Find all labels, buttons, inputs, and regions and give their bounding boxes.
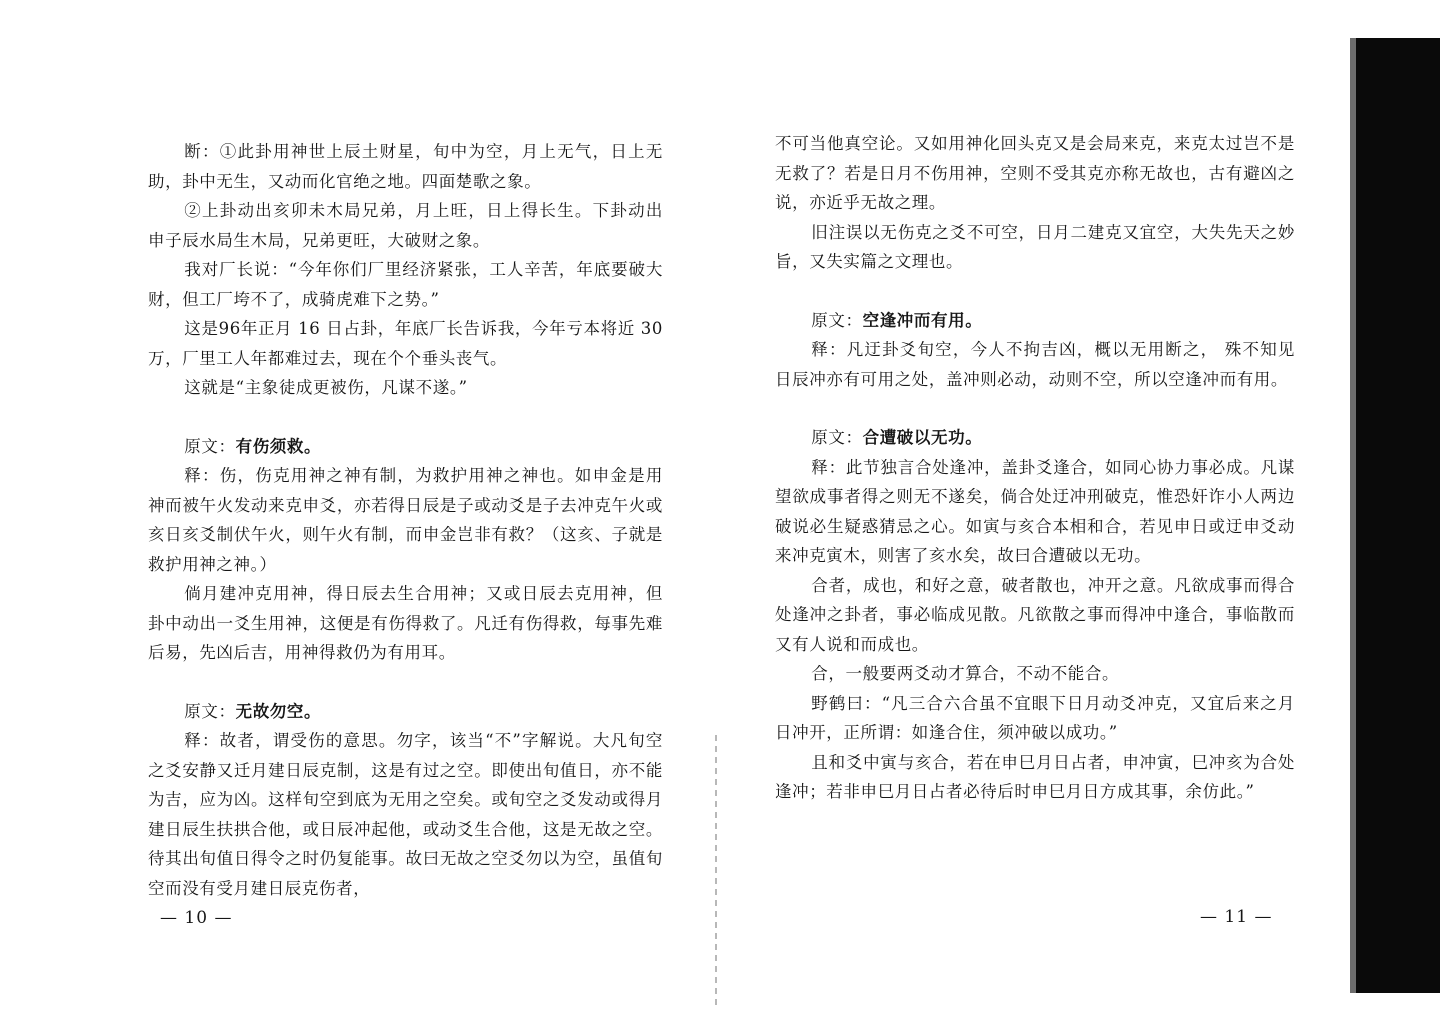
- paragraph: 我对厂长说：“今年你们厂里经济紧张，工人辛苦，年底要破大财，但工厂垮不了，成骑虎难下之势。”: [148, 260, 663, 309]
- paragraph: 不可当他真空论。又如用神化回头克又是会局来克，来克太过岂不是无救了？若是日月不伤用神，空则不受其克亦称无故也，古有避凶之说，亦近乎无故之理。: [775, 134, 1295, 212]
- paragraph: 倘月建冲克用神，得日辰去生合用神；又或日辰去克用神，但卦中动出一爻生用神，这便是有伤得救了。凡迁有伤得救，每事先难后易，先凶后吉，用神得救仍为有用耳。: [148, 584, 663, 662]
- left-page-text: [148, 137, 663, 903]
- page-number: — 11 —: [1200, 907, 1273, 927]
- paragraph: 这就是“主象徒成更被伤，凡谋不遂。”: [184, 378, 468, 397]
- section-title: 有伤须救。: [235, 436, 322, 456]
- left-page: [0, 0, 715, 1031]
- section-label: 原文：: [811, 428, 863, 447]
- section-title: 无故勿空。: [235, 701, 322, 721]
- paragraph: 合，一般要两爻动才算合，不动不能合。: [811, 664, 1120, 683]
- right-page-text: [775, 129, 1295, 807]
- paragraph: 释：故者，谓受伤的意思。勿字，该当“不”字解说。大凡旬空之爻安静又迁月建日辰克制，这是有过之空。即使出旬值日，亦不能为吉，应为凶。这样旬空到底为无用之空矣。或旬空之爻发动或得月建日辰生扶拱合他，或日辰冲起他，或动爻生合他，这是无故之空。待其出旬值日得令之时仍复能事。故曰无故之空爻勿以为空，虽值旬空而没有受月建日辰克伤者，: [148, 731, 663, 898]
- section-label: 原文：: [184, 701, 236, 721]
- paragraph: 释：此节独言合处逢冲，盖卦爻逢合，如同心协力事必成。凡谋望欲成事者得之则无不遂矣，倘合处迂冲刑破克，惟恐奸诈小人两边破说必生疑惑猜忌之心。如寅与亥合本相和合，若见申日或迂申爻动来冲克寅木，则害了亥水矣，故曰合遭破以无功。: [775, 457, 1295, 565]
- paragraph: ②上卦动出亥卯未木局兄弟，月上旺，日上得长生。下卦动出申子辰水局生木局，兄弟更旺，大破财之象。: [148, 201, 663, 250]
- right-page: [720, 0, 1350, 1031]
- section-spacer: [148, 403, 663, 432]
- section-label: 原文：: [184, 436, 236, 456]
- section-spacer: [148, 668, 663, 697]
- section-heading: [775, 423, 1295, 453]
- paragraph: 合者，成也，和好之意，破者散也，冲开之意。凡欲成事而得合处逢冲之卦者，事必临成见散。凡欲散之事而得冲中逢合，事临散而又有人说和而成也。: [775, 575, 1295, 654]
- section-heading: [148, 432, 663, 462]
- section-title: 空逢冲而有用。: [862, 310, 983, 330]
- paragraph: 且和爻中寅与亥合，若在申巳月日占者，申冲寅，巳冲亥为合处逢冲；若非申巳月日占者必待后时申巳月日方成其事，余仿此。”: [775, 752, 1295, 801]
- section-label: 原文：: [811, 310, 863, 330]
- paragraph: 断：①此卦用神世上辰土财星，旬中为空，月上无气，日上无助，卦中无生，又动而化官绝之地。四面楚歌之象。: [148, 142, 663, 191]
- section-heading: [148, 697, 663, 727]
- scan-edge-border: [1356, 38, 1440, 993]
- section-spacer: [775, 277, 1295, 306]
- book-gutter: [715, 735, 717, 1005]
- section-heading: [775, 306, 1295, 336]
- paragraph: 释：伤，伤克用神之神有制，为救护用神之神也。如申金是用神而被午火发动来克申爻，亦若得日辰是子或动爻是子去冲克午火或亥日亥爻制伏午火，则午火有制，而申金岂非有救？（这亥、子就是救护用神之神。）: [148, 466, 663, 574]
- paragraph: 这是96年正月 16 日占卦，年底厂长告诉我，今年亏本将近 30 万，厂里工人年都难过去，现在个个垂头丧气。: [148, 319, 663, 368]
- section-title: 合遭破以无功。: [862, 428, 983, 447]
- page-number: — 10 —: [160, 908, 233, 928]
- section-spacer: [775, 394, 1295, 423]
- paragraph: 释：凡迂卦爻旬空，今人不拘吉凶，概以无用断之， 殊不知见日辰冲亦有可用之处，盖冲则必动，动则不空，所以空逢冲而有用。: [775, 340, 1295, 389]
- paragraph: 旧注误以无伤克之爻不可空，日月二建克又宜空，大失先天之妙旨，又失实篇之文理也。: [775, 222, 1295, 271]
- paragraph: 野鹤曰：“凡三合六合虽不宜眼下日月动爻冲克，又宜后来之月日冲开，正所谓：如逢合住，须冲破以成功。”: [775, 693, 1295, 742]
